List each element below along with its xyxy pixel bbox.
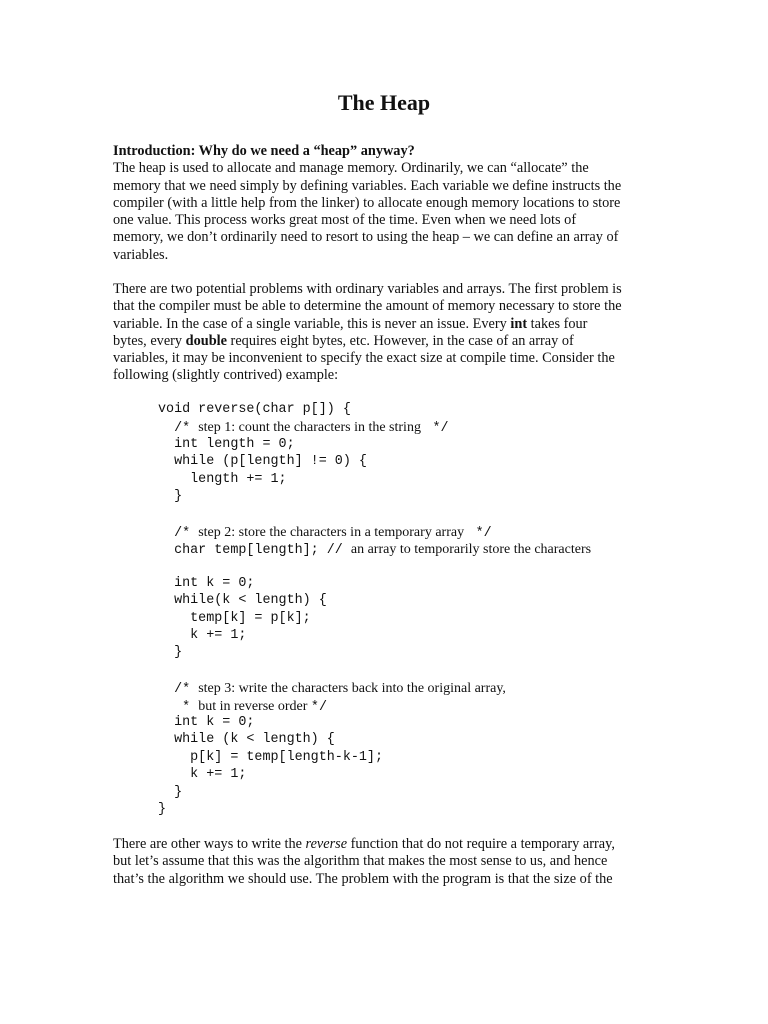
- code-line: k += 1;: [158, 767, 247, 783]
- code-listing: [158, 401, 591, 818]
- problems-line: There are two potential problems with ordinary variables and arrays. The first problem is: [113, 281, 622, 297]
- closing-line: but let’s assume that this was the algorithm that makes the most sense to us, and hence: [113, 853, 608, 870]
- code-line: int k = 0;: [158, 575, 255, 591]
- code-comment-line: /* step 1: count the characters in the string */: [158, 420, 449, 437]
- code-line: while (p[length] != 0) {: [158, 454, 367, 470]
- intro-line: one value. This process works great most of the time. Even when we need lots of: [113, 212, 577, 229]
- code-comment-line: /* step 3: write the characters back into the original array,: [158, 681, 506, 698]
- closing-paragraph: [113, 836, 658, 888]
- reverse-emphasis: reverse: [305, 836, 348, 852]
- code-line: }: [158, 784, 183, 800]
- code-line: }: [158, 645, 183, 661]
- problems-line: following (slightly contrived) example:: [113, 367, 339, 384]
- code-line: length += 1;: [158, 471, 287, 487]
- code-line: k += 1;: [158, 628, 247, 644]
- intro-line: memory, we don’t ordinarily need to resort to using the heap – we can define an array of: [113, 229, 619, 246]
- problems-line: variable. In the case of a single variable, this is never an issue. Every int takes four: [113, 315, 588, 332]
- code-line: void reverse(char p[]) {: [158, 402, 351, 417]
- code-line: }: [158, 488, 183, 504]
- code-comment-line: /* step 2: store the characters in a temporary array */: [158, 524, 492, 541]
- problems-paragraph: [113, 281, 658, 385]
- code-line: int length = 0;: [158, 436, 295, 452]
- code-line: int k = 0;: [158, 715, 255, 731]
- code-comment-line: * but in reverse order */: [158, 698, 327, 715]
- intro-line: variables.: [113, 246, 169, 263]
- closing-line: that’s the algorithm we should use. The problem with the program is that the size of the: [113, 870, 613, 887]
- code-line: while(k < length) {: [158, 593, 327, 609]
- double-keyword: double: [185, 332, 227, 349]
- code-line: p[k] = temp[length-k-1];: [158, 749, 383, 765]
- code-line: while (k < length) {: [158, 732, 335, 748]
- problems-line: that the compiler must be able to determine the amount of memory necessary to store the: [113, 298, 622, 315]
- problems-line: variables, it may be inconvenient to specify the exact size at compile time. Consider the: [113, 350, 615, 367]
- intro-heading: Introduction: Why do we need a “heap” anyway?: [113, 143, 415, 159]
- code-blank-line: [158, 558, 591, 575]
- code-blank-line: [158, 662, 591, 679]
- intro-line: The heap is used to allocate and manage memory. Ordinarily, we can “allocate” the: [113, 160, 589, 177]
- intro-paragraph: [113, 143, 658, 264]
- problems-line: bytes, every double requires eight bytes, etc. However, in the case of an array of: [113, 332, 574, 349]
- code-line: char temp[length]; // an array to temporarily store the characters: [158, 542, 592, 559]
- code-line: temp[k] = p[k];: [158, 610, 311, 626]
- intro-line: memory that we need simply by defining variables. Each variable we define instructs the: [113, 177, 622, 194]
- page-title: The Heap: [337, 90, 431, 115]
- closing-line: There are other ways to write the reverse function that do not require a temporary array,: [113, 836, 615, 852]
- code-blank-line: [158, 505, 591, 522]
- code-line: }: [158, 801, 167, 817]
- intro-line: compiler (with a little help from the linker) to allocate enough memory locations to store: [113, 194, 621, 211]
- int-keyword: int: [510, 315, 528, 332]
